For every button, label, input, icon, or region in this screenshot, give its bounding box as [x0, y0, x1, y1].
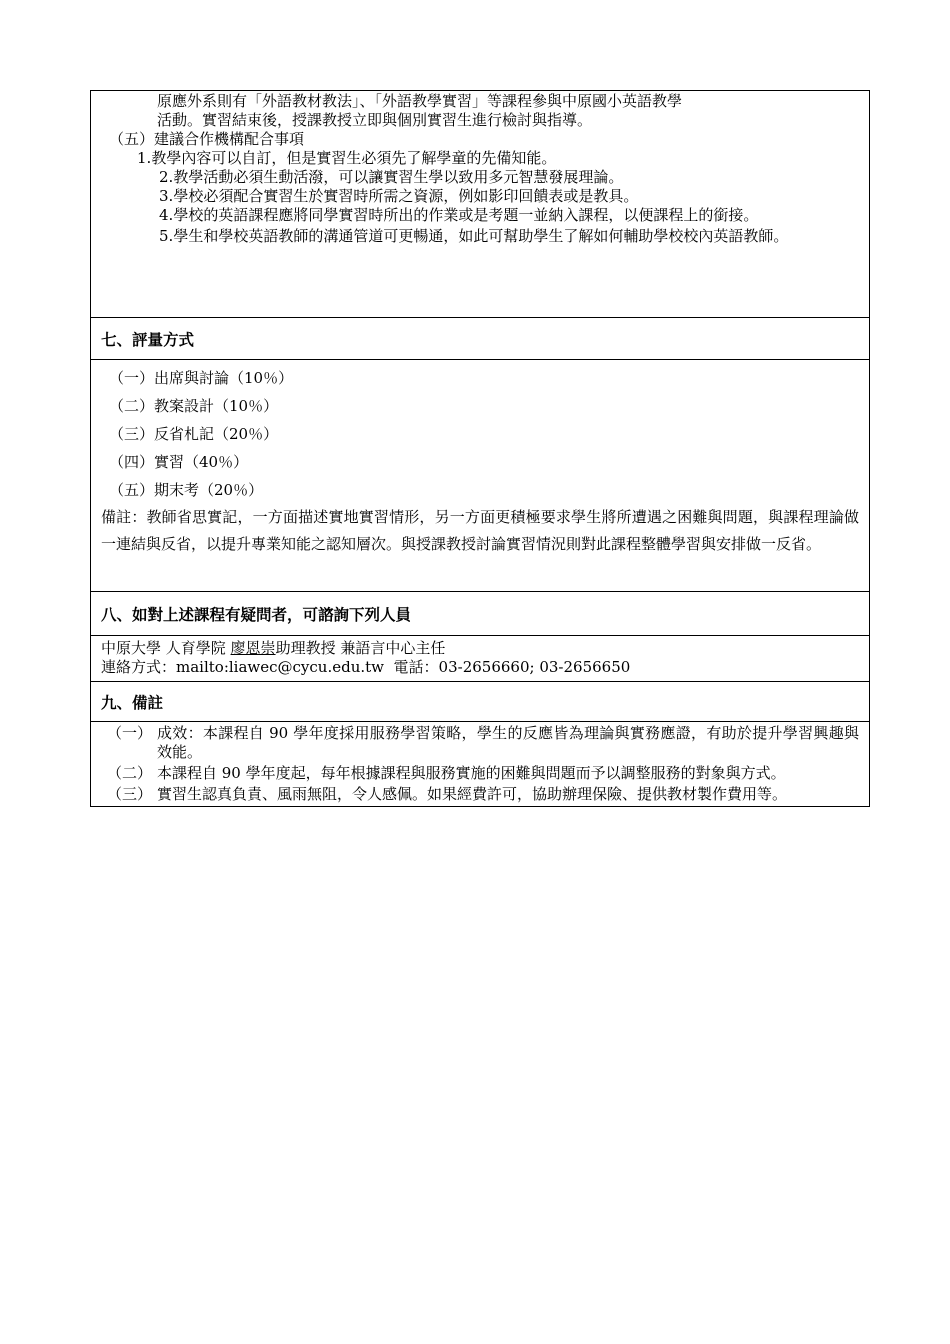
section-9-body — [91, 721, 869, 806]
section-6-continued — [91, 91, 869, 317]
section-8-heading — [91, 591, 869, 635]
section-title: 九、備註 — [101, 692, 164, 712]
paragraph-line: 原應外系則有「外語教材教法」、「外語教學實習」等課程參與中原國小英語教學 — [157, 92, 683, 110]
document-table — [90, 90, 870, 807]
section-7-body — [91, 359, 869, 591]
section-8-body — [91, 635, 869, 681]
list-item: 3.學校必須配合實習生於實習時所需之資源，例如影印回饋表或是教具。 — [159, 187, 639, 205]
note-item: （一） 成效：本課程自 90 學年度採用服務學習策略，學生的反應皆為理論與實務應證，有助於提升學習興趣與效能。 — [107, 724, 859, 761]
section-title: 八、如對上述課程有疑問者，可諮詢下列人員 — [101, 604, 412, 624]
contact-name: 廖恩崇 — [230, 639, 276, 657]
evaluation-item: （三）反省札記（20％） — [109, 425, 279, 443]
subsection-title: （五）建議合作機構配合事項 — [109, 130, 305, 148]
note-item: （三） 實習生認真負責、風雨無阻，令人感佩。如果經費許可，協助辦理保險、提供教材製作費用等。 — [107, 785, 788, 803]
section-7-heading — [91, 317, 869, 359]
evaluation-remark: 備註：教師省思實記，一方面描述實地實習情形，另一方面更積極要求學生將所遭遇之困難與問題，與課程理論做一連結與反省，以提升專業知能之認知層次。與授課教授討論實習情況則對此課程整體學習與安排做一反省。 — [101, 508, 859, 553]
paragraph-line: 活動。實習結束後，授課教授立即與個別實習生進行檢討與指導。 — [157, 111, 593, 129]
evaluation-item: （一）出席與討論（10％） — [109, 369, 294, 387]
contact-person: 中原大學 人育學院 廖恩崇助理教授 兼語言中心主任 — [101, 639, 446, 657]
contact-info: 連絡方式：mailto:liawec@cycu.edu.tw 電話：03-2656660; 03-2656650 — [101, 658, 631, 676]
list-item: 4.學校的英語課程應將同學實習時所出的作業或是考題一並納入課程，以便課程上的銜接。 — [159, 206, 759, 224]
evaluation-item: （四）實習（40％） — [109, 453, 249, 471]
evaluation-item: （二）教案設計（10％） — [109, 397, 279, 415]
evaluation-item: （五）期末考（20％） — [109, 481, 264, 499]
note-item: （二） 本課程自 90 學年度起，每年根據課程與服務實施的困難與問題而予以調整服務的對象與方式。 — [107, 764, 786, 782]
list-item: 2.教學活動必須生動活潑，可以讓實習生學以致用多元智慧發展理論。 — [159, 168, 624, 186]
section-9-heading — [91, 681, 869, 721]
section-title: 七、評量方式 — [101, 329, 195, 349]
list-item: 1.教學內容可以自訂，但是實習生必須先了解學童的先備知能。 — [137, 149, 557, 167]
list-item: 5.學生和學校英語教師的溝通管道可更暢通，如此可幫助學生了解如何輔助學校校內英語教師。 — [159, 227, 789, 245]
